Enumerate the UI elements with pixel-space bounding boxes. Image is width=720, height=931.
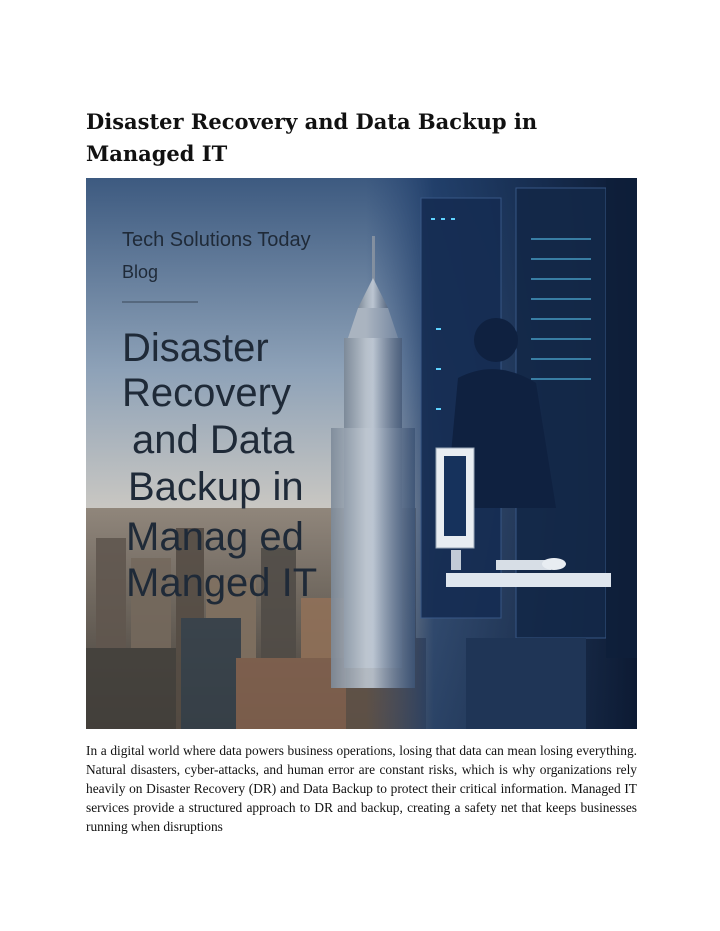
hero-headline-line: Backup in (128, 465, 304, 509)
hero-headline-line: Disaster (122, 326, 269, 370)
hero-image (86, 178, 637, 729)
hero-headline-line: and Data (132, 418, 295, 462)
article-title: Disaster Recovery and Data Backup in Managed IT (86, 109, 538, 166)
hero-section-label: Blog (122, 262, 159, 282)
hero-headline-line: Recovery (122, 371, 291, 415)
article-paragraph: In a digital world where data powers business operations, losing that data can mean losing everything. Natural disasters, cyber-attacks, and human error are constant risks, which is why organizations rely heavily on Disaster Recovery (DR) and Data Backup to protect their critical information. Managed IT services provide a structured approach to DR and backup, creating a safety net that keeps businesses running when disruptions (86, 743, 637, 834)
hero-headline-line: Manag ed (126, 515, 304, 559)
hero-headline-line: Manged IT (126, 561, 318, 605)
hero-brand: Tech Solutions Today (122, 229, 311, 251)
